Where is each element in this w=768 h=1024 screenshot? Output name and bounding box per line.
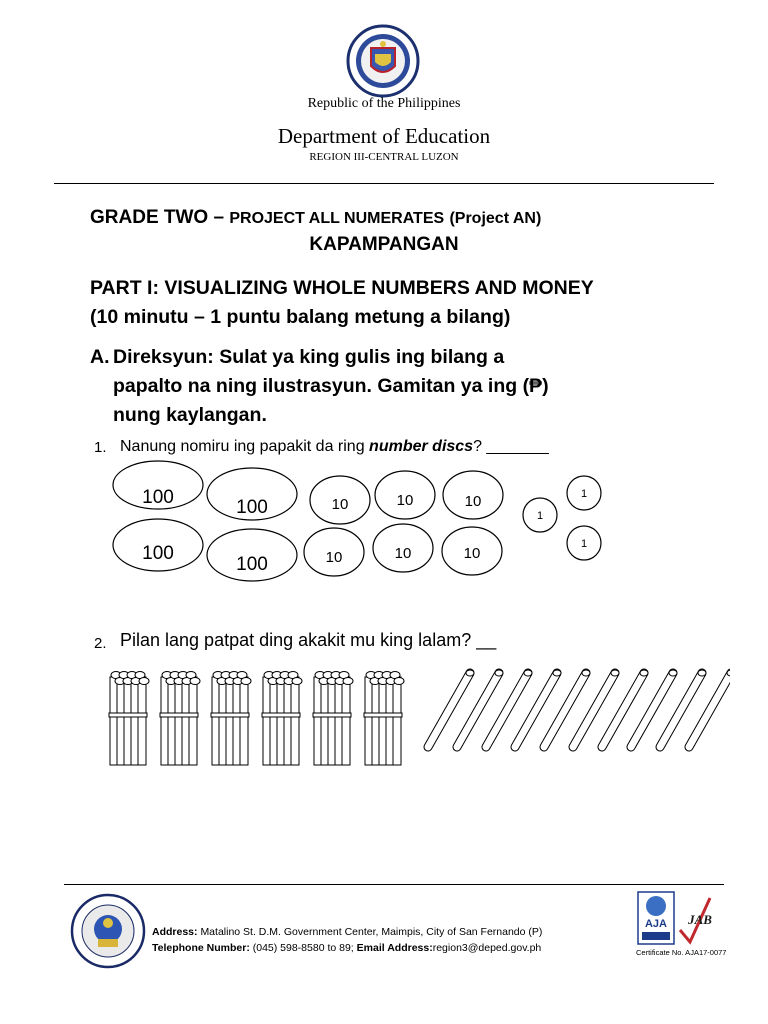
header-divider [54,183,714,184]
region-label: REGION III-CENTRAL LUZON [309,151,459,163]
part-title: PART I: VISUALIZING WHOLE NUMBERS AND MONEY [90,277,594,299]
department-title: Department of Education [277,124,491,148]
question-1-text-before: Nanung nomiru ing papakit da ring [120,438,370,455]
disc-label: 10 [325,549,343,566]
disc-label: 1 [580,488,588,500]
email-label: Email Address: [356,942,433,954]
footer-divider [64,884,724,885]
direction-letter: A. [90,346,110,368]
disc-label: 100 [236,554,268,575]
disc-label: 10 [396,492,414,509]
question-1-emphasis: number discs [369,438,474,455]
disc-label: 10 [331,496,349,513]
stick-bundle [109,672,149,766]
question-1-text [120,438,549,456]
part-subtitle: (10 minutu – 1 puntu balang metung a bilang) [90,306,511,328]
direction-line-3: nung kaylangan. [113,404,267,426]
certificate-number: Certificate No. AJA17-0077 [636,948,727,957]
project-short: (Project AN) [449,210,542,227]
project-name: PROJECT ALL NUMERATES [229,210,445,227]
disc-label: 100 [236,497,268,518]
address-label: Address: [152,926,198,938]
stick-bundle [313,672,353,766]
question-1-number: 1. [94,439,107,456]
disc-label: 10 [463,545,481,562]
disc-label: 10 [394,545,412,562]
republic-label: Republic of the Philippines [307,96,461,111]
question-2-number: 2. [94,635,107,652]
question-2-text: Pilan lang patpat ding akakit mu king lalam? __ [120,630,497,650]
direction-line-1: Direksyun: Sulat ya king gulis ing bilang a [113,346,505,368]
region-seal-logo [70,893,146,969]
disc-label: 1 [536,510,544,522]
subject-title: KAPAMPANGAN [309,234,459,255]
phone-label: Telephone Number: [152,942,250,954]
email-value: region3@deped.gov.ph [432,942,542,954]
stick-bundle [364,672,404,766]
footer-address [152,926,542,938]
jab-logo-text: JAB [688,912,712,927]
disc-label: 100 [142,487,174,508]
disc-label: 100 [142,543,174,564]
deped-seal-logo [346,24,420,98]
grade-label: GRADE TWO – [90,207,225,228]
grade-title [90,207,541,229]
phone-value: (045) 598-8580 to 89; [252,942,354,954]
direction-line-2: papalto na ning ilustrasyun. Gamitan ya ing (₱) [113,375,549,397]
aja-logo-text: AJA [644,918,668,930]
number-discs-illustration [100,455,620,585]
stick-bundle [211,672,251,766]
disc-label: 1 [580,538,588,550]
stick-bundle [160,672,200,766]
footer-contact [152,942,541,954]
address-value: Matalino St. D.M. Government Center, Maimpis, City of San Fernando (P) [200,926,543,938]
stick-bundle [262,672,302,766]
question-1-text-after: ? _______ [473,438,549,455]
disc-label: 10 [464,493,482,510]
certification-logos [636,890,718,948]
sticks-illustration [100,665,730,780]
